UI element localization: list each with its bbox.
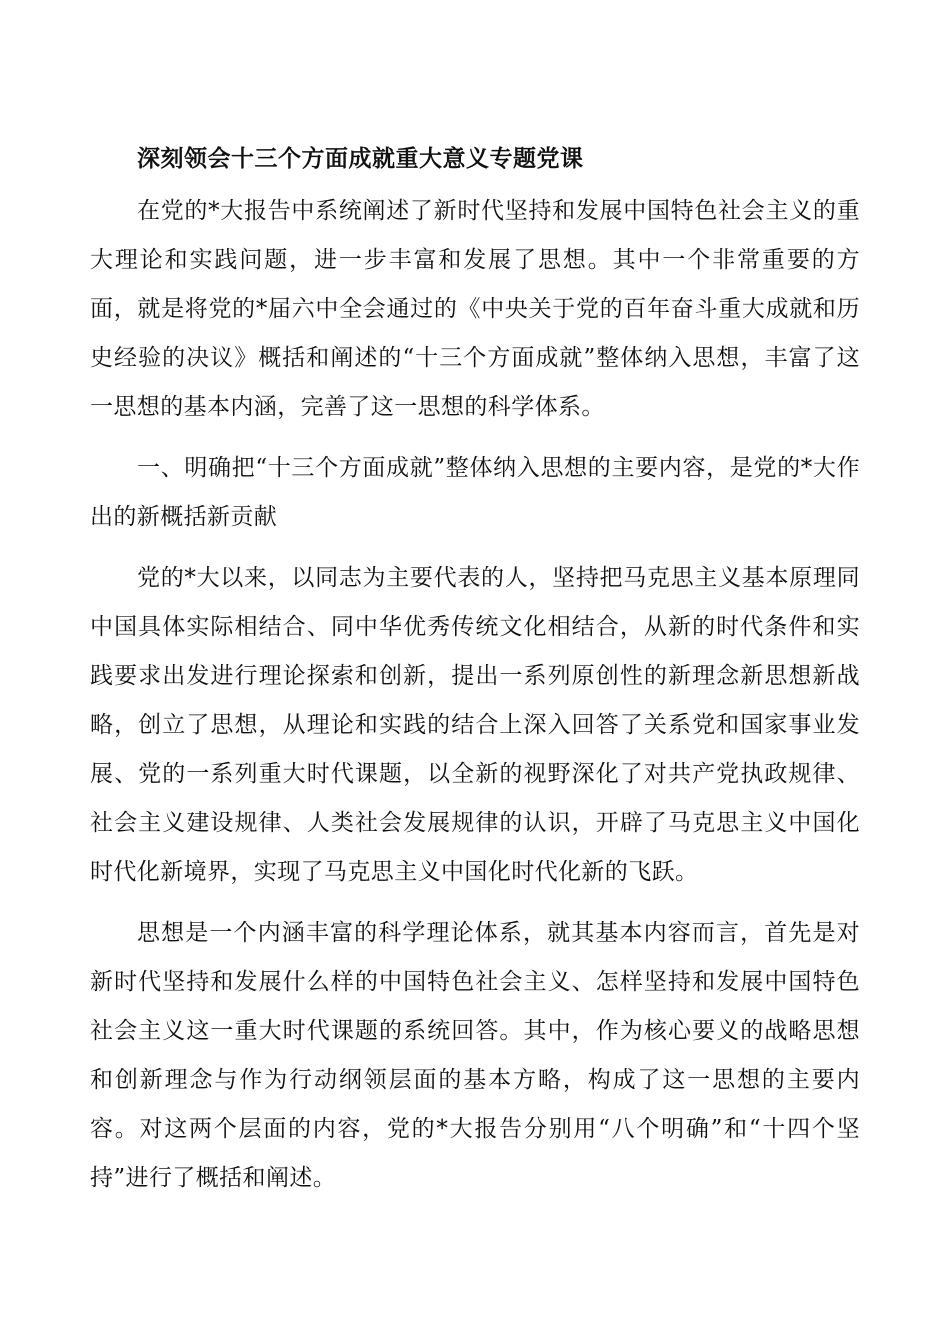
paragraph-intro: 在党的*大报告中系统阐述了新时代坚持和发展中国特色社会主义的重大理论和实践问题，进一步丰富和发展了思想。其中一个非常重要的方面，就是将党的*届六中全会通过的《中央关于党的百年奋斗重大成就和历史经验的决议》概括和阐述的“十三个方面成就”整体纳入思想，丰富了这一思想的基本内涵，完善了这一思想的科学体系。 (90, 198, 860, 420)
paragraph-body-2: 思想是一个内涵丰富的科学理论体系，就其基本内容而言，首先是对新时代坚持和发展什么样的中国特色社会主义、怎样坚持和发展中国特色社会主义这一重大时代课题的系统回答。其中，作为核心要义的战略思想和创新理念与作为行动纲领层面的基本方略，构成了这一思想的主要内容。对这两个层面的内容，党的*大报告分别用“八个明确”和“十四个坚持”进行了概括和阐述。 (90, 920, 860, 1191)
document-title: 深刻领会十三个方面成就重大意义专题党课 (137, 145, 584, 172)
section-heading-1: 一、明确把“十三个方面成就”整体纳入思想的主要内容，是党的*大作出的新概括新贡献 (90, 455, 860, 530)
paragraph-body-1: 党的*大以来，以同志为主要代表的人，坚持把马克思主义基本原理同中国具体实际相结合、同中华优秀传统文化相结合，从新的时代条件和实践要求出发进行理论探索和创新，提出一系列原创性的新理念新思想新战略，创立了思想，从理论和实践的结合上深入回答了关系党和国家事业发展、党的一系列重大时代课题，以全新的视野深化了对共产党执政规律、社会主义建设规律、人类社会发展规律的认识，开辟了马克思主义中国化时代化新境界，实现了马克思主义中国化时代化新的飞跃。 (90, 565, 860, 885)
document-page (90, 136, 860, 1203)
